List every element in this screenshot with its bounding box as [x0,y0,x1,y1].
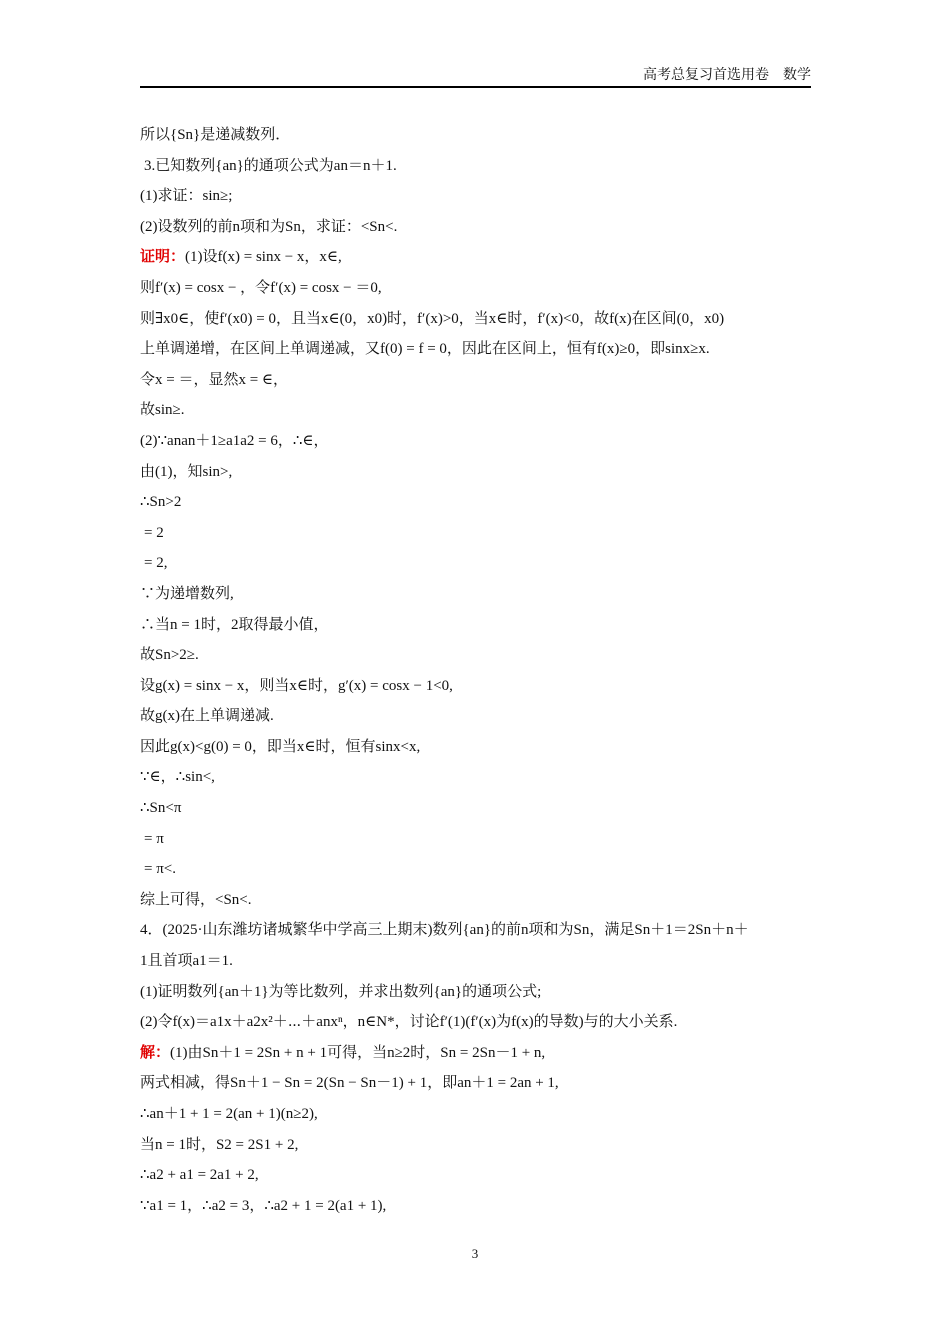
text-line: ∵∈，∴sin<, [140,769,215,786]
problem-3-title: 3.已知数列{an}的通项公式为an＝n＋1. [144,157,397,174]
text-line: (1)求证：sin≥; [140,188,233,205]
proof-text: (1)设f(x) = sinx − x，x∈, [185,249,342,266]
text-line: 则f′(x) = cosx − ，令f′(x) = cosx − ＝0, [140,279,382,296]
text-line: ∴Sn<π [140,800,182,817]
text-line: 综上可得，<Sn<. [140,891,252,908]
text-line: 两式相减，得Sn＋1 − Sn = 2(Sn − Sn－1) + 1，即an＋1 = 2an + 1, [140,1075,559,1092]
text-line: 1且首项a1＝1. [140,953,233,970]
text-line: 当n = 1时，S2 = 2S1 + 2, [140,1136,299,1153]
text-line: ∴当n = 1时，2取得最小值， [140,616,329,633]
text-line: ∵为递增数列, [140,585,234,602]
text-line: (2)∵anan＋1≥a1a2 = 6，∴∈， [140,432,329,449]
text-line: 由(1)，知sin>, [140,463,233,480]
text-line: 故sin≥. [140,402,185,419]
proof-label: 证明： [140,249,186,266]
text-line: ∴Sn>2 [140,494,182,511]
text-line: (2)设数列的前n项和为Sn，求证：<Sn<. [140,218,398,235]
page-number: 3 [471,1246,479,1261]
text-line: 故g(x)在上单调递减. [140,708,274,725]
text-line: = 2, [144,555,168,572]
page-header: 高考总复习首选用卷 数学 [643,68,811,83]
text-line: (2)令f(x)＝a1x＋a2x²＋⋯＋anxⁿ，n∈N*，讨论f′(1)(f′(x)为f(x)的导数)与的大小关系. [140,1014,678,1031]
text-line: ∴an＋1 + 1 = 2(an + 1)(n≥2), [140,1106,318,1122]
text-line: 故Sn>2≥. [140,647,199,664]
header-rule [140,86,811,88]
text-line: 则∃x0∈，使f′(x0) = 0，且当x∈(0，x0)时，f′(x)>0，当x∈时，f′(x)<0，故f(x)在区间(0，x0) [140,310,725,327]
document-body [140,120,812,1221]
solution-label: 解： [140,1044,171,1061]
text-line: ∴a2 + a1 = 2a1 + 2, [140,1167,259,1184]
text-line: 所以{Sn}是递减数列． [140,127,291,143]
solution-start-line [140,1038,812,1069]
proof-start-line [140,242,812,273]
text-line: = π [144,830,164,847]
solution-text: (1)由Sn＋1 = 2Sn + n + 1可得，当n≥2时，Sn = 2Sn－1 + n, [170,1044,546,1061]
text-line: ∵a1 = 1，∴a2 = 3，∴a2 + 1 = 2(a1 + 1), [140,1197,387,1214]
text-line: 因此g(x)<g(0) = 0，即当x∈时，恒有sinx<x, [140,738,421,755]
text-line: (1)证明数列{an＋1}为等比数列，并求出数列{an}的通项公式; [140,983,542,1000]
text-line: 令x = ＝，显然x = ∈， [140,371,289,388]
text-line: = 2 [144,524,164,541]
text-line: 设g(x) = sinx − x，则当x∈时，g′(x) = cosx − 1<0, [140,677,453,694]
text-line: 上单调递增，在区间上单调递减，又f(0) = f = 0，因此在区间上，恒有f(x)≥0，即sinx≥x. [140,341,710,358]
text-line: = π<. [144,861,176,878]
problem-4-title: 4．(2025·山东潍坊诸城繁华中学高三上期末)数列{an}的前n项和为Sn，满足Sn＋1＝2Sn＋n＋ [140,922,749,939]
